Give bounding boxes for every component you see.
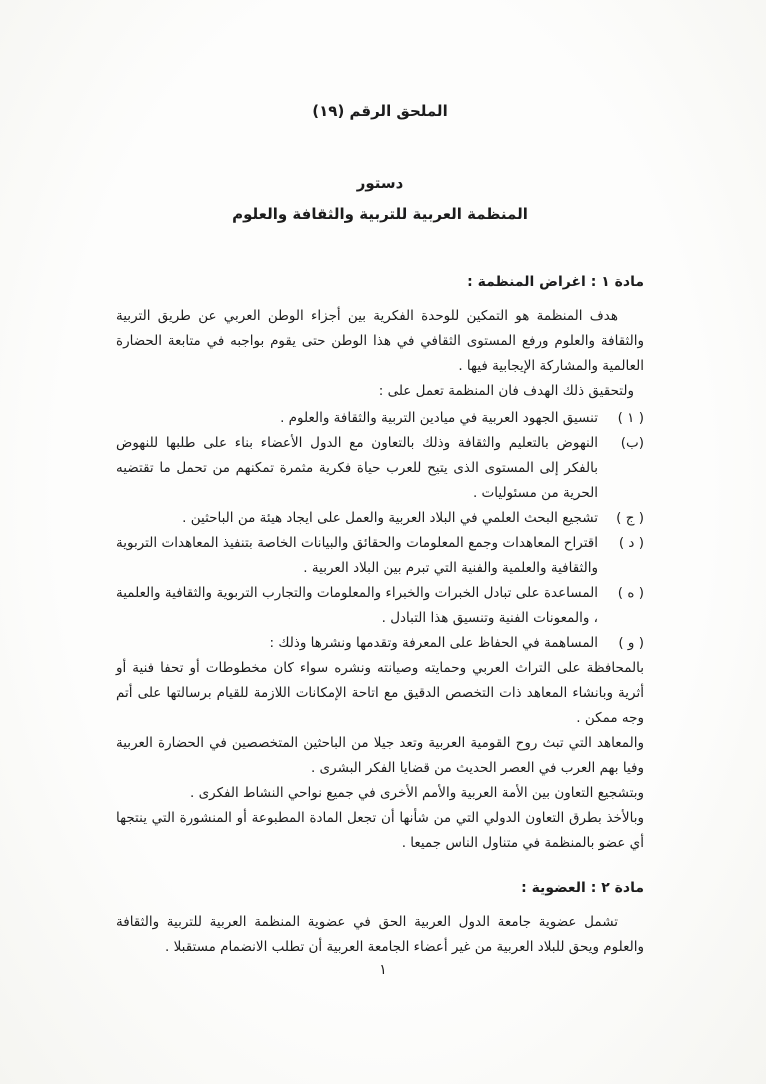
list-item-label: ( د ) [618, 535, 644, 551]
list-item-text: تنسيق الجهود العربية في ميادين التربية والثقافة والعلوم . [280, 410, 598, 426]
list-item [116, 531, 644, 581]
article1-intro-paragraph: هدف المنظمة هو التمكين للوحدة الفكرية بين أجزاء الوطن العربي عن طريق التربية والثقافة والعلوم ورفع المستوى الثقافي في هذا الوطن حتى يقوم بواجبه في متابعة الحضارة العالمية والمشاركة الإيجابية فيها . [116, 308, 644, 374]
article1-heading: مادة ١ : اغراض المنظمة : [467, 274, 644, 290]
document-title-line1: دستور [356, 174, 404, 192]
list-item-label: ( ج ) [616, 510, 644, 526]
list-item [116, 581, 644, 631]
document-title [116, 168, 644, 230]
article2-body-paragraph: تشمل عضوية جامعة الدول العربية الحق في عضوية المنظمة العربية للتربية والثقافة والعلوم ويحق للبلاد العربية من غير أعضاء الجامعة العربية أن تطلب الانضمام مستقبلا . [116, 914, 644, 955]
article2-block [116, 880, 644, 960]
article1-list [116, 406, 644, 656]
list-item-label: ( و ) [618, 635, 644, 651]
list-item [116, 631, 644, 656]
list-item-label: ( ه ) [617, 585, 644, 601]
list-item-text: تشجيع البحث العلمي في البلاد العربية والعمل على ايجاد هيئة من الباحثين . [182, 510, 598, 526]
list-item-text: المساعدة على تبادل الخبرات والخبراء والمعلومات والتجارب التربوية والثقافية والعلمية ، والمعونات الفنية وتنسيق هذا التبادل . [116, 585, 598, 626]
closing-paragraph: والمعاهد التي تبث روح القومية العربية وتعد جيلا من الباحثين المتخصصين في الحضارة العربية وفيا بهم العرب في العصر الحديث من قضايا الفكر البشرى . [116, 735, 644, 776]
closing-paragraph: وبالأخذ بطرق التعاون الدولي التي من شأنها أن تجعل المادة المطبوعة أو المنشورة التي ينتجها أي عضو بالمنظمة في متناول الناس جميعا . [116, 810, 644, 851]
list-item [116, 431, 644, 506]
article2-heading: مادة ٢ : العضوية : [521, 880, 644, 896]
article1-closing-block [116, 656, 644, 856]
document-title-line2: المنظمة العربية للتربية والثقافة والعلوم [232, 205, 528, 223]
list-item-label: ( ١ ) [617, 410, 644, 426]
list-item-label: (ب) [620, 435, 644, 451]
article1-intro2-line: ولتحقيق ذلك الهدف فان المنظمة تعمل على : [378, 383, 634, 399]
appendix-title: الملحق الرقم (١٩) [312, 102, 448, 120]
closing-paragraph: وبتشجيع التعاون بين الأمة العربية والأمم الأخرى في جميع نواحي النشاط الفكرى . [189, 785, 644, 801]
list-item-text: المساهمة في الحفاظ على المعرفة وتقدمها ونشرها وذلك : [269, 635, 598, 651]
closing-paragraph: بالمحافظة على التراث العربي وحمايته وصيانته ونشره سواء كان مخطوطات أو تحفا فنية أو أثرية وبانشاء المعاهد ذات التخصص الدقيق مع اتاحة الإمكانات اللازمة للقيام برسالتها على أتم وجه ممكن . [116, 660, 644, 726]
list-item-text: النهوض بالتعليم والثقافة وذلك بالتعاون مع الدول الأعضاء بناء على طلبها للنهوض بالفكر إلى المستوى الذى يتيح للعرب حياة فكرية مثمرة تمكنهم من تحمل ما تقتضيه الحرية من مسئوليات . [116, 435, 598, 501]
page-number: ١ [379, 962, 387, 978]
list-item [116, 406, 644, 431]
list-item-text: اقتراح المعاهدات وجمع المعلومات والحقائق والبيانات الخاصة بتنفيذ المعاهدات التربوية والثقافية والعلمية والفنية التي تبرم بين البلاد العربية . [116, 535, 598, 576]
list-item [116, 506, 644, 531]
